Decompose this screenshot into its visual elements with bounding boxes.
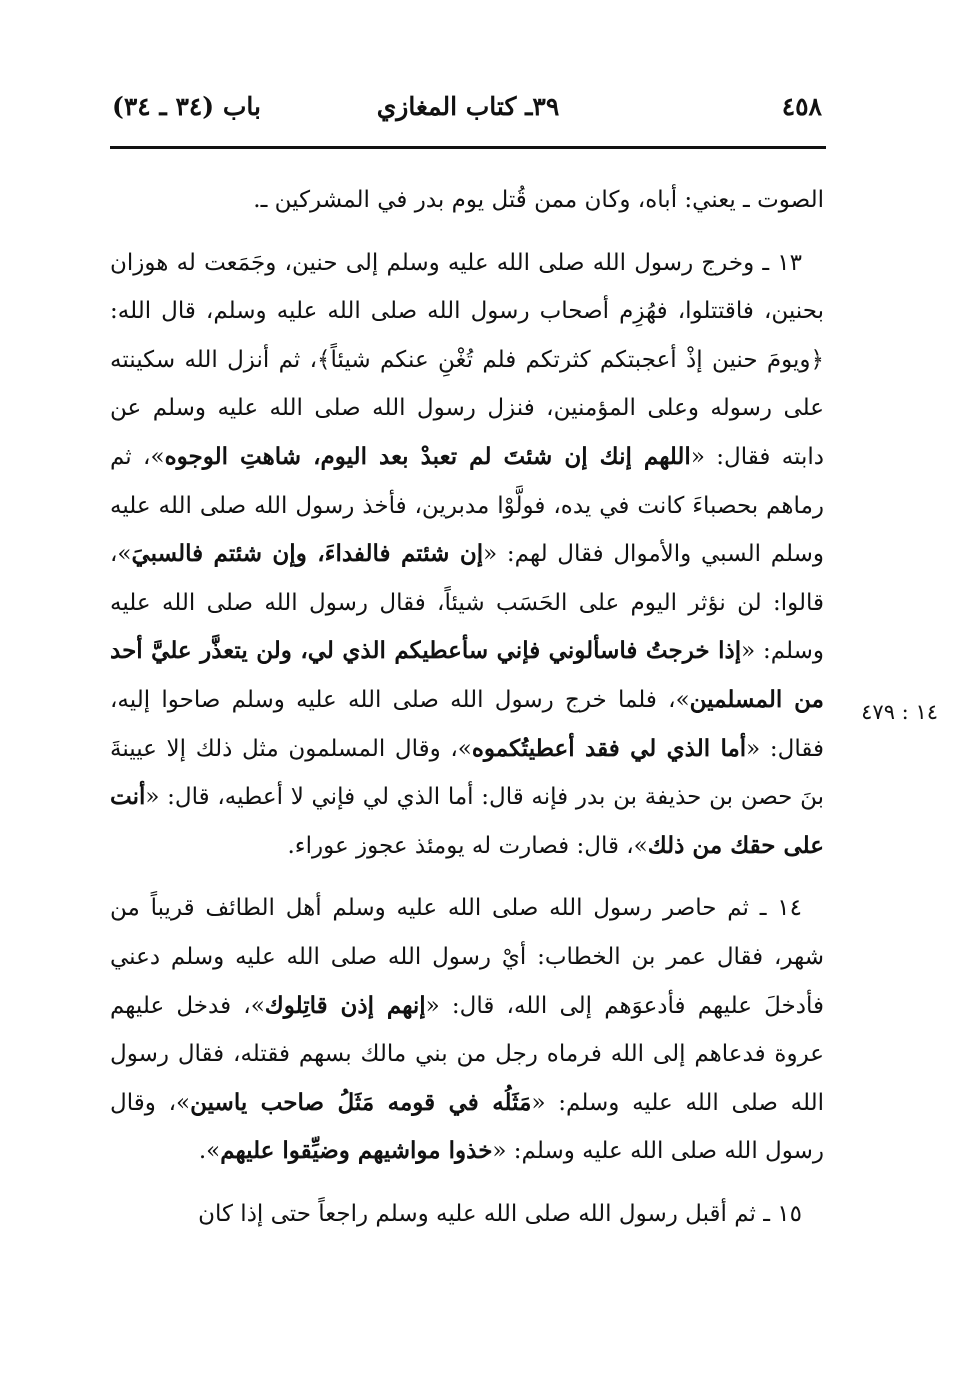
page-number: ٤٥٨: [781, 92, 822, 121]
paragraph: [110, 1190, 824, 1239]
text-segment: ١٣ ـ وخرج رسول الله صلى الله عليه وسلم إلى حنين، وجَمَعت له هوزان بحنين، فاقتتلوا، فهُزِم أصحاب رسول الله صلى الله عليه وسلم، قال الله: ﴿ويومَ حنين إذْ أعجبتكم كثرتكم فلم تُغْنِ عنكم شيئاً﴾، ثم أنزل الله سكينته على رسوله وعلى المؤمنين، فنزل رسول الله صلى الله عليه وسلم عن دابته فقال: «: [110, 249, 824, 470]
text-segment: »، ثم رماهم بحصباءَ كانت في يده، فولَّوْا مدبرين، فأخذ رسول الله صلى الله عليه وسلم السبي والأموال فقال لهم: «: [110, 443, 825, 568]
margin-reference: ١٤ : ٤٧٩: [861, 700, 938, 724]
text-segment: »، قالوا: لن نؤثر اليوم على الحَسَب شيئاً، فقال رسول الله صلى الله عليه وسلم: «: [110, 541, 824, 665]
paragraph: [110, 176, 824, 225]
hadith-quote: أنت على حقك من ذلك: [110, 783, 824, 859]
hadith-quote: مَثَلُه في قومه مَثَلُ صاحب ياسين: [190, 1088, 532, 1116]
paragraph: [110, 884, 824, 1176]
hadith-quote: إنهم إذن قاتِلوك: [264, 991, 426, 1019]
text-segment: »، فلما خرج رسول الله صلى الله عليه وسلم صاحوا إليه، فقال: «: [110, 686, 824, 762]
hadith-quote: إن شئتم فالفداءَ، وإن شئتم فالسبيَ: [131, 540, 484, 568]
header-rule: [110, 146, 826, 149]
paragraph: [110, 239, 824, 871]
text-segment: »، قال: فصارت له يومئذ عجوز عوراء.: [287, 832, 648, 859]
page-header: [112, 92, 824, 132]
body-text: [110, 176, 824, 1252]
text-segment: »، وقال رسول الله صلى الله عليه وسلم: «: [110, 1089, 824, 1165]
text-segment: ».: [198, 1138, 221, 1165]
book-title: ٣٩ـ كتاب المغازي: [376, 92, 560, 121]
hadith-quote: اللهم إنك إن شئتَ لم تعبدْ بعد اليوم، شاهتِ الوجوه: [164, 442, 691, 470]
hadith-quote: إذا خرجتُ فاسألوني فإني سأعطيكم الذي لي، ولن يتعذَّر عليَّ أحد من المسلمين: [110, 637, 824, 713]
hadith-quote: خذوا مواشيهم وضيِّقوا عليهم: [220, 1137, 493, 1165]
hadith-quote: أما الذي لي فقد أعطيتُكموه: [471, 734, 747, 762]
text-segment: الصوت ـ يعني: أباه، وكان ممن قُتل يوم بدر في المشركين ـ.: [253, 187, 824, 213]
text-segment: »، فدخل عليهم عروة فدعاهم إلى الله فرماه رجل من بني مالك بسهم فقتله، فقال رسول الله صلى الله عليه وسلم: «: [110, 992, 824, 1116]
text-segment: »، وقال المسلمون مثل ذلك إلا عيينةَ بنَ حصن بن حذيفة بن بدر فإنه قال: أما الذي لي فإني لا أعطيه، قال: «: [110, 735, 824, 811]
text-segment: ١٥ ـ ثم أقبل رسول الله صلى الله عليه وسلم راجعاً حتى إذا كان: [198, 1200, 802, 1227]
text-segment: ١٤ ـ ثم حاصر رسول الله صلى الله عليه وسلم أهل الطائف قريباً من شهر، فقال عمر بن الخطاب: أيْ رسول الله صلى الله عليه وسلم دعني فأدخلَ عليهم فأدعوَهم إلى الله، قال: «: [110, 895, 824, 1019]
chapter-reference: باب (٣٤ ـ ٣٤): [112, 92, 261, 121]
